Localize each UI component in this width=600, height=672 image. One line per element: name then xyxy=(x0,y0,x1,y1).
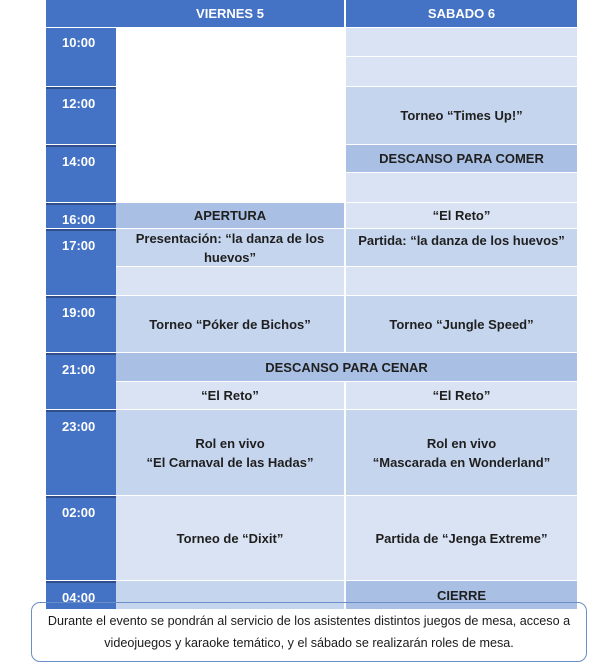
saturday-partida-huevos: Partida: “la danza de los huevos” xyxy=(346,229,577,267)
friday-empty-row xyxy=(116,267,346,296)
friday-dixit: Torneo de “Dixit” xyxy=(116,496,346,581)
saturday-cierre: CIERRE xyxy=(346,581,577,610)
descanso-cenar: DESCANSO PARA CENAR xyxy=(116,353,577,382)
time-slot: 12:00 xyxy=(46,87,116,145)
saturday-empty-row xyxy=(346,267,577,296)
friday-reto: “El Reto” xyxy=(116,382,346,410)
time-slot: 23:00 xyxy=(46,410,116,496)
friday-presentacion: Presentación: “la danza de los huevos” xyxy=(116,229,346,267)
saturday-jungle-speed: Torneo “Jungle Speed” xyxy=(346,296,577,353)
schedule-table xyxy=(46,0,577,605)
header-sabado: SABADO 6 xyxy=(346,0,577,28)
time-slot: 17:00 xyxy=(46,229,116,296)
header-viernes: VIERNES 5 xyxy=(116,0,346,28)
friday-empty-block xyxy=(116,28,346,203)
header-corner xyxy=(46,0,116,28)
time-slot: 10:00 xyxy=(46,28,116,87)
time-slot: 04:00 xyxy=(46,581,116,610)
time-slot: 19:00 xyxy=(46,296,116,353)
saturday-jenga: Partida de “Jenga Extreme” xyxy=(346,496,577,581)
time-slot: 02:00 xyxy=(46,496,116,581)
saturday-empty-row xyxy=(346,28,577,57)
info-note xyxy=(31,602,587,662)
saturday-times-up: Torneo “Times Up!” xyxy=(346,87,577,145)
friday-poker: Torneo “Póker de Bichos” xyxy=(116,296,346,353)
saturday-empty-row xyxy=(346,57,577,87)
friday-rol-en-vivo: Rol en vivo “El Carnaval de las Hadas” xyxy=(116,410,346,496)
saturday-reto: “El Reto” xyxy=(346,203,577,229)
saturday-rol-en-vivo: Rol en vivo “Mascarada en Wonderland” xyxy=(346,410,577,496)
saturday-reto: “El Reto” xyxy=(346,382,577,410)
saturday-empty-row xyxy=(346,173,577,203)
friday-apertura: APERTURA xyxy=(116,203,346,229)
time-slot: 21:00 xyxy=(46,353,116,410)
saturday-descanso-comer: DESCANSO PARA COMER xyxy=(346,145,577,173)
info-note-text: Durante el evento se pondrán al servicio de los asistentes distintos juegos de mesa, acceso a videojuegos y karaoke temático, y el sábado se realizarán roles de mesa. xyxy=(47,614,571,650)
time-slot: 16:00 xyxy=(46,203,116,229)
time-slot: 14:00 xyxy=(46,145,116,203)
